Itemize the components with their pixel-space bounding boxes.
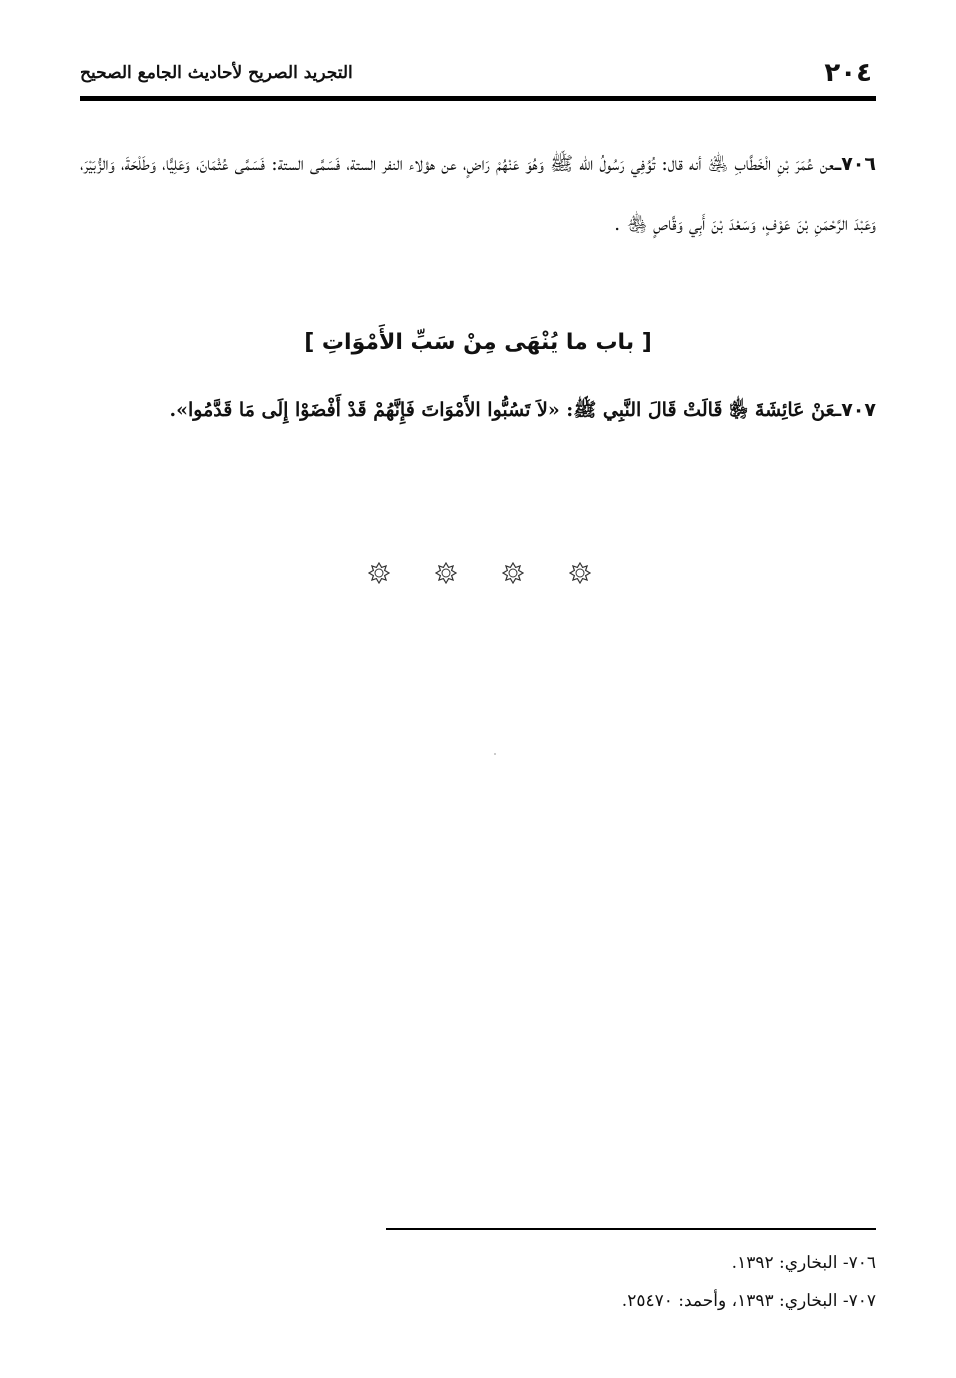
hadith-706 <box>80 134 876 254</box>
scan-speck <box>494 753 496 755</box>
star-ornament-icon <box>368 562 390 584</box>
star-ornament-icon <box>502 562 524 584</box>
section-divider-ornaments <box>0 562 956 592</box>
running-title: التجريد الصريح لأحاديث الجامع الصحيح <box>80 63 353 83</box>
hadith-number: ٧٠٦ـ <box>834 153 876 175</box>
footnote-706: ٧٠٦- البخاري: ١٣٩٢. <box>731 1253 876 1273</box>
hadith-text: عَنْ عَائِشَةَ ﵂ قَالَتْ قَالَ النَّبِي ﷺ: «لاَ تَسُبُّوا الأَمْوَاتَ فَإِنَّهُمْ قَدْ أَفْضَوْا إِلَى مَا قَدَّمُوا». <box>169 399 835 421</box>
star-ornament-icon <box>435 562 457 584</box>
footnotes <box>386 1244 876 1320</box>
footnote-rule <box>386 1228 876 1230</box>
page-header <box>80 56 876 94</box>
hadith-707 <box>80 380 876 440</box>
hadith-number: ٧٠٧ـ <box>834 399 876 421</box>
hadith-text: عن عُمَرَ بْنِ الْخَطَّابِ ﵁ أنه قال: تُوُفِي رَسُولُ الله ﷺ وَهُوَ عَنْهُمْ رَاضٍ، عن هؤلاء النفر الستة، فَسَمَّى الستة: فَسَمَّى عُثْمَانَ، وَعَلِيًّا، وَطَلْحَةَ، وَالزُّبَيْرَ، وَعَبْدَ الرَّحْمَنِ بْنَ عَوْفٍ، وَسَعْدَ بْنَ أَبِي وَقَّاصٍ ﵃ . <box>80 153 876 235</box>
page-number: ٢٠٤ <box>824 58 872 88</box>
footnote-707: ٧٠٧- البخاري: ١٣٩٣، وأحمد: ٢٥٤٧٠. <box>621 1291 876 1311</box>
chapter-heading: [ باب ما يُنْهَى مِنْ سَبِّ الأَمْوَاتِ ] <box>304 330 652 355</box>
header-rule <box>80 96 876 101</box>
star-ornament-icon <box>569 562 591 584</box>
